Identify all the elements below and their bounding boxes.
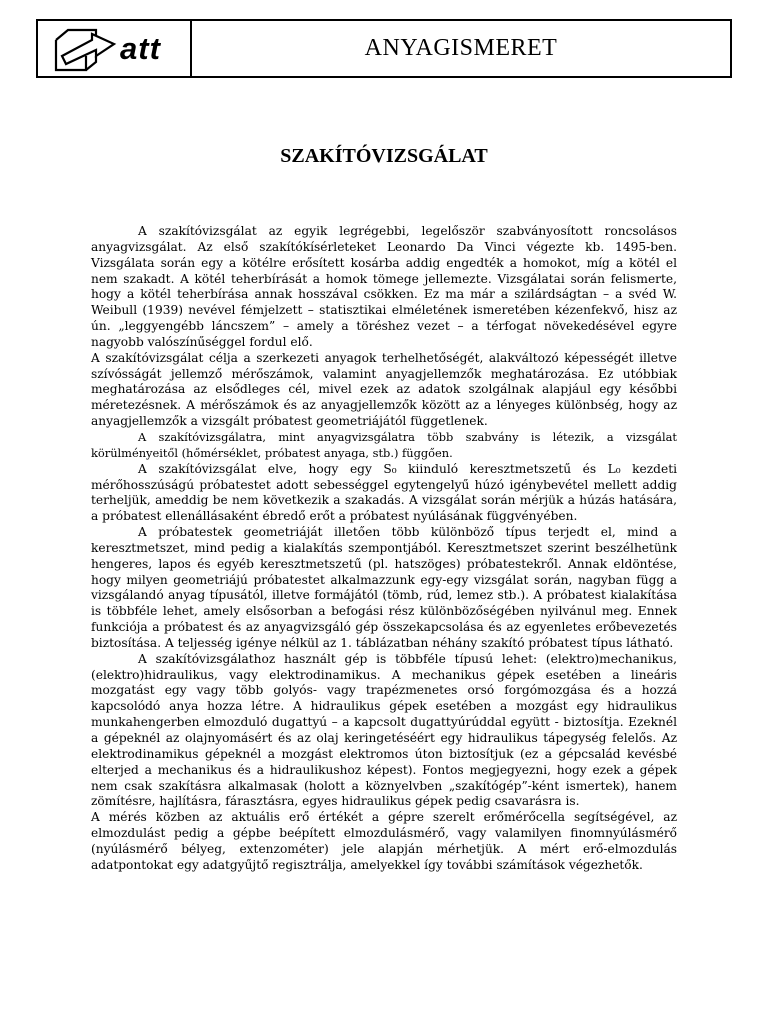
paragraph-purpose: A szakítóvizsgálat célja a szerkezeti anyagok terhelhetőségét, alakváltozó képességét illetve szívósságát jellemző mérőszámok, valamint anyagjellemzők meghatározása. Ez utóbbiak meghatározása az elsődleges cél, mivel ezek az adatok szolgálnak alapjául egy későbbi méretezésnek. A mérőszámok és az anyagjellemzők között az a lényeges különbség, hogy az anyagjellemzők a vizsgált próbatest geometriájától függetlenek. xyxy=(91,350,677,429)
document-body xyxy=(91,224,677,874)
att-logo-icon xyxy=(52,26,122,74)
paragraph-history: A szakítóvizsgálat az egyik legrégebbi, legelőször szabványosított roncsolásos anyagvizsgálat. Az első szakítókísérleteket Leonardo Da Vinci végezte kb. 1495-ben. Vizsgálata során egy a kötélre erősített kosárba addig engedték a homokot, míg a kötél el nem szakadt. A kötél teherbírását a homok tömege jellemezte. Vizsgálatai során felismerte, hogy a kötél teherbírása annak hosszával csökken. Ez ma már a szilárdságtan – a svéd W. Weibull (1939) nevével fémjelzett – statisztikai elméletének ismeretében kézenfekvő, hisz az ún. „leggyengébb láncszem” – amely a töréshez vezet – a térfogat növekedésével egyre nagyobb valószínűséggel fordul elő. xyxy=(91,224,677,349)
page-header xyxy=(36,19,732,78)
paragraph-specimens: A próbatestek geometriáját illetően több különböző típus terjedt el, mind a keresztmetszet, mind pedig a kialakítás szempontjából. Keresztmetszet szerint beszélhetünk hengeres, lapos és egyéb keresztmetszetű (pl. hatszöges) próbatestekről. Annak eldöntése, hogy milyen geometriájú próbatestet alkalmazzunk egy-egy vizsgálat során, nagyban függ a vizsgálandó anyag típusától, illetve formájától (tömb, rúd, lemez stb.). A próbatest kialakítása is többféle lehet, amely elsősorban a befogási rész különbözőségében nyilvánul meg. Ennek funkciója a próbatest és az anyagvizsgáló gép összekapcsolása és az egyenletes erőbevezetés biztosítása. A teljesség igénye nélkül az 1. táblázatban néhány szakító próbatest típus látható. xyxy=(91,525,677,650)
paragraph-standards: A szakítóvizsgálatra, mint anyagvizsgálatra több szabvány is létezik, a vizsgálat körülményeitől (hőmérséklet, próbatest anyaga, stb.) függően. xyxy=(91,429,677,460)
paragraph-machines: A szakítóvizsgálathoz használt gép is többféle típusú lehet: (elektro)mechanikus, (elektro)hidraulikus, vagy elektrodinamikus. A mechanikus gépek esetében a lineáris mozgatást egy vagy több golyós- vagy trapézmenetes orsó forgómozgása és a hozzá kapcsolódó anya hozza létre. A hidraulikus gépek esetében a mozgást egy hidraulikus munkahengerben elmozduló dugattyú – a kapcsolt dugattyúrúddal együtt - biztosítja. Ezeknél a gépeknél az olajnyomásért és az olaj keringetéséért egy hidraulikus tápegység felelős. Az elektrodinamikus gépeknél a mozgást elektromos úton biztosítjuk (ez a gépcsalád kevésbé elterjed a mechanikus és a hidraulikushoz képest). Fontos megjegyezni, hogy ezek a gépek nem csak szakításra alkalmasak (holott a köznyelvben „szakítógép”-ként ismertek), hanem zömítésre, hajlításra, fárasztásra, egyes hidraulikus gépek pedig csavarásra is. xyxy=(91,651,677,809)
paragraph-principle: A szakítóvizsgálat elve, hogy egy S₀ kiinduló keresztmetszetű és L₀ kezdeti mérőhosszúságú próbatestet adott sebességgel egytengelyű húzó igénybevétel mellett addig terheljük, ameddig be nem következik a szakadás. A vizsgálat során mérjük a húzás hatására, a próbatest ellenállásaként ébredő erőt a próbatest nyúlásának függvényében. xyxy=(91,461,677,524)
header-title: ANYAGISMERET xyxy=(364,35,558,61)
logo xyxy=(38,21,192,76)
paragraph-measurement: A mérés közben az aktuális erő értékét a gépre szerelt erőmérőcella segítségével, az elmozdulást pedig a gépbe beépített elmozdulásmérő, vagy valamilyen finomnyúlásmérő (nyúlásmérő bélyeg, extenzométer) jele alapján mérhetjük. A mért erő-elmozdulás adatpontokat egy adatgyűjtő regisztrálja, amelyekkel így további számítások végezhetők. xyxy=(91,810,677,872)
document-title: SZAKÍTÓVIZSGÁLAT xyxy=(280,145,488,167)
logo-text: att xyxy=(120,31,161,66)
